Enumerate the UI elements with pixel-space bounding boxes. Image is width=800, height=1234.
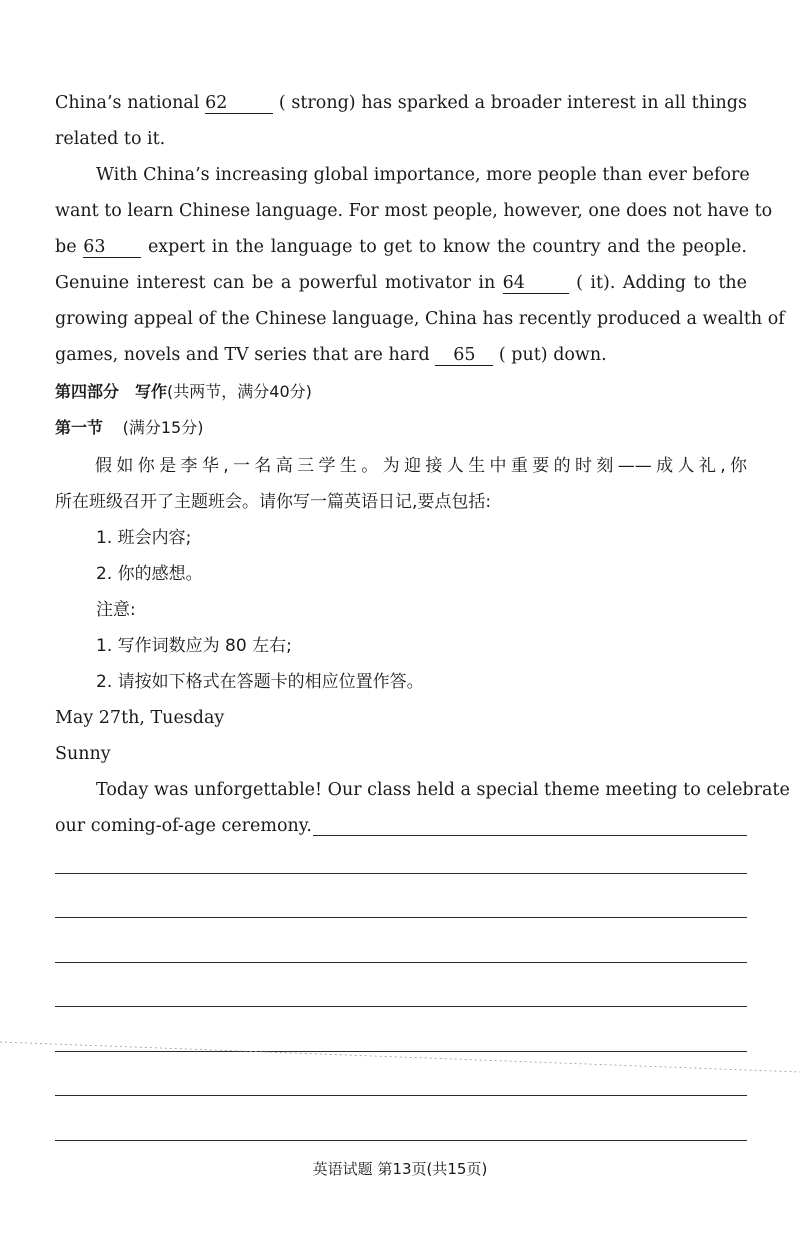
passage-line-5-before: be xyxy=(55,237,77,257)
scan-fold-mark xyxy=(0,1038,800,1078)
writing-line[interactable] xyxy=(55,962,747,963)
section-4-heading xyxy=(55,380,312,404)
section-1-heading xyxy=(55,416,203,440)
diary-date: May 27th, Tuesday xyxy=(55,708,225,728)
passage-line-6 xyxy=(55,271,747,295)
passage-line-2: related to it. xyxy=(55,129,166,149)
blank-64[interactable]: 64 xyxy=(503,273,569,294)
diary-line-2: our coming-of-age ceremony. xyxy=(55,816,312,836)
prompt-note-label: 注意: xyxy=(96,600,136,620)
diary-weather: Sunny xyxy=(55,744,111,764)
passage-line-4: want to learn Chinese language. For most people, however, one does not have to xyxy=(55,201,773,221)
blank-62[interactable]: 62 xyxy=(205,93,273,114)
writing-line-inline[interactable] xyxy=(313,835,747,836)
diary-line-1: Today was unforgettable! Our class held a special theme meeting to celebrate xyxy=(96,780,790,800)
writing-line[interactable] xyxy=(55,873,747,874)
page-footer: 英语试题 第13页(共15页) xyxy=(312,1160,488,1178)
passage-line-1-after: ( strong) has sparked a broader interest in all things xyxy=(278,93,747,113)
passage-line-8-before: games, novels and TV series that are hard xyxy=(55,345,430,365)
section-4-title: 第四部分 写作 xyxy=(55,382,168,401)
prompt-note-1: 1. 写作词数应为 80 左右; xyxy=(96,636,292,656)
writing-line[interactable] xyxy=(55,1140,747,1141)
prompt-line-1: 假如你是李华,一名高三学生。为迎接人生中重要的时刻——成人礼,你 xyxy=(95,456,747,476)
prompt-point-2: 2. 你的感想。 xyxy=(96,564,203,584)
writing-line[interactable] xyxy=(55,1095,747,1096)
writing-line[interactable] xyxy=(55,917,747,918)
blank-65[interactable]: 65 xyxy=(435,345,493,366)
passage-line-5 xyxy=(55,235,747,259)
section-1-title: 第一节 xyxy=(55,418,104,437)
blank-63[interactable]: 63 xyxy=(83,237,141,258)
passage-line-8 xyxy=(55,343,607,367)
passage-line-5-after: expert in the language to get to know the country and the people. xyxy=(147,237,747,257)
prompt-point-1: 1. 班会内容; xyxy=(96,528,192,548)
passage-line-3: With China’s increasing global importance, more people than ever before xyxy=(96,165,750,185)
passage-line-8-after: ( put) down. xyxy=(498,345,607,365)
prompt-line-2: 所在班级召开了主题班会。请你写一篇英语日记,要点包括: xyxy=(55,492,492,512)
passage-line-7: growing appeal of the Chinese language, China has recently produced a wealth of xyxy=(55,309,785,329)
passage-line-6-after: ( it). Adding to the xyxy=(576,273,747,293)
passage-line-1 xyxy=(55,91,747,115)
section-4-score: (共两节，满分40分) xyxy=(167,382,312,401)
passage-line-6-before: Genuine interest can be a powerful motivator in xyxy=(55,273,496,293)
prompt-note-2: 2. 请按如下格式在答题卡的相应位置作答。 xyxy=(96,672,424,692)
section-1-score: (满分15分) xyxy=(122,418,204,437)
writing-line[interactable] xyxy=(55,1006,747,1007)
passage-line-1-before: China’s national xyxy=(55,93,200,113)
